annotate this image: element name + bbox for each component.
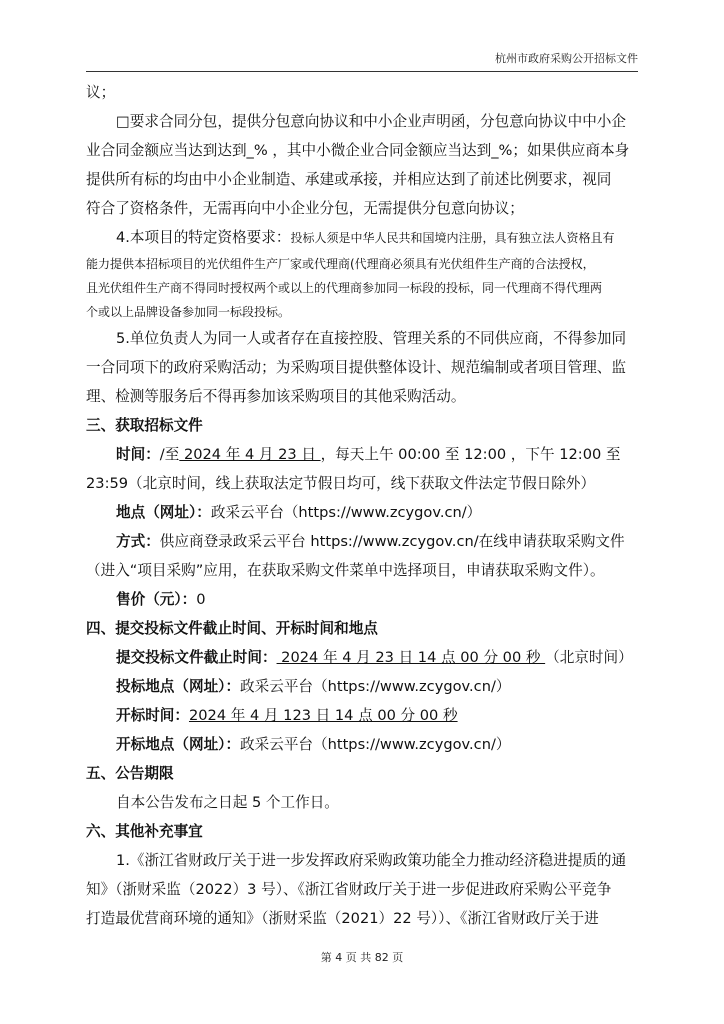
obtain-method-line (86, 527, 639, 556)
text-line: 知》（浙财采监（2022）3 号）、《浙江省财政厅关于进一步促进政府采购公平竞争 (86, 881, 612, 898)
text-line: 符合了资格条件，无需再向中小企业分包，无需提供分包意向协议； (86, 200, 524, 217)
field-label: 提交投标文件截止时间： (116, 649, 277, 666)
qualification-text: 投标人须是中华人民共和国境内注册，具有独立法人资格且有 (290, 231, 615, 245)
qualification-requirement-line (86, 223, 639, 252)
field-value: 0 (196, 591, 206, 608)
header-divider (86, 71, 638, 72)
obtain-time-prefix: /至 (159, 446, 180, 463)
timezone-note: （北京时间） (545, 649, 633, 666)
text-line: （进入“项目采购”应用，在获取采购文件菜单中选择项目，申请获取采购文件）。 (86, 562, 605, 579)
section-heading: 四、提交投标文件截止时间、开标时间和地点 (86, 620, 378, 637)
price-line (86, 585, 639, 614)
section-heading: 五、公告期限 (86, 765, 174, 782)
field-value: 政采云平台（https://www.zcygov.cn/） (210, 504, 482, 521)
opening-place-line (86, 730, 639, 759)
obtain-hours: ，每天上午 00:00 至 12:00 ，下午 12:00 至 (320, 446, 621, 463)
qualification-lead: 4.本项目的特定资格要求： (116, 229, 291, 246)
field-label: 时间： (116, 446, 160, 463)
field-value: 2024 年 4 月 123 日 14 点 00 分 00 秒 (188, 707, 458, 724)
text-line: 提供所有标的均由中小企业制造、承建或承接，并相应达到了前述比例要求，视同 (86, 171, 612, 188)
document-body (86, 78, 639, 933)
field-label: 地点（网址）： (116, 504, 211, 521)
field-label: 投标地点（网址）： (116, 678, 241, 695)
obtain-time-line (86, 440, 639, 469)
field-value: 供应商登录政采云平台 https://www.zcygov.cn/在线申请获取采购文件 (159, 533, 625, 550)
text-line: 议； (86, 84, 116, 101)
field-value: 政采云平台（https://www.zcygov.cn/） (240, 678, 511, 695)
opening-time-line (86, 701, 639, 730)
text-line: 23:59（北京时间，线上获取法定节假日均可，线下获取文件法定节假日除外） (86, 475, 596, 492)
section-heading: 六、其他补充事宜 (86, 823, 203, 840)
section-heading: 三、获取招标文件 (86, 417, 203, 434)
text-line: 且光伏组件生产商不得同时授权两个或以上的代理商参加同一标段的投标，同一代理商不得代理两 (86, 281, 603, 295)
field-label: 售价（元）： (116, 591, 197, 608)
field-label: 开标时间： (116, 707, 189, 724)
document-header-title: 杭州市政府采购公开招标文件 (495, 52, 638, 65)
text-line: 能力提供本招标项目的光伏组件生产厂家或代理商(代理商必须具有光伏组件生产商的合法授权， (86, 257, 595, 271)
text-line: 个或以上品牌设备参加同一标段投标。 (86, 305, 291, 319)
text-line: 理、检测等服务后不得再参加该采购项目的其他采购活动。 (86, 388, 466, 405)
text-line: 一合同项下的政府采购活动；为采购项目提供整体设计、规范编制或者项目管理、监 (86, 359, 626, 376)
obtain-place-line (86, 498, 639, 527)
text-line: 1.《浙江省财政厅关于进一步发挥政府采购政策功能全力推动经济稳进提质的通 (116, 852, 627, 869)
text-line: 5.单位负责人为同一人或者存在直接控股、管理关系的不同供应商，不得参加同 (116, 330, 627, 347)
field-label: 开标地点（网址）： (116, 736, 241, 753)
bid-place-line (86, 672, 639, 701)
obtain-date: 2024 年 4 月 23 日 (179, 446, 321, 463)
text-line: 业合同金额应当达到达到_% ，其中小微企业合同金额应当达到_%；如果供应商本身 (86, 142, 630, 159)
field-value: 2024 年 4 月 23 日 14 点 00 分 00 秒 (276, 649, 546, 666)
field-value: 政采云平台（https://www.zcygov.cn/） (240, 736, 511, 753)
text-line: 打造最优营商环境的通知》（浙财采监（2021）22 号））、《浙江省财政厅关于进 (86, 910, 599, 927)
text-line: 自本公告发布之日起 5 个工作日。 (116, 794, 339, 811)
page-number-footer: 第 4 页 共 82 页 (320, 951, 404, 964)
deadline-line (86, 643, 639, 672)
text-line: □要求合同分包，提供分包意向协议和中小企业声明函，分包意向协议中中小企 (116, 113, 626, 130)
field-label: 方式： (116, 533, 160, 550)
